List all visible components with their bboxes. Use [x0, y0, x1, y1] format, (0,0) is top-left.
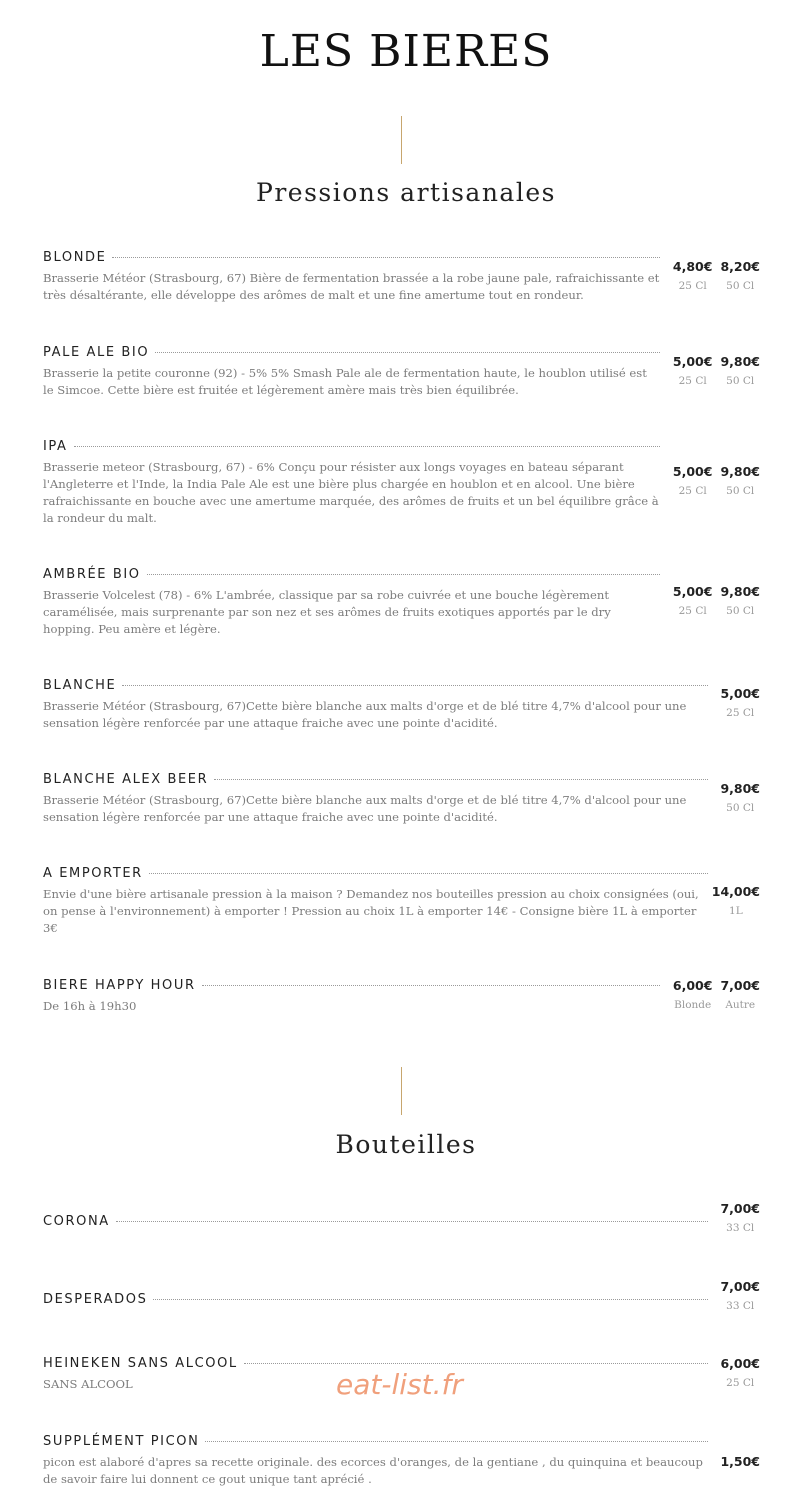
- item-description: Brasserie Volcelest (78) - 6% L'ambrée, classique par sa robe cuivrée et une bouche légèrement caramélisée, mais surprenante par son nez et ses arômes de fruits exotiques apportés par le dry hopping. Peu amère et légère.: [43, 588, 611, 636]
- price-label: 25 Cl: [678, 605, 707, 617]
- item-prices: [673, 464, 760, 497]
- item-prices: [673, 354, 760, 387]
- price-label: 25 Cl: [726, 1377, 755, 1389]
- section-title-pressions: Pressions artisanales: [256, 178, 556, 207]
- leader-dots: [116, 1221, 708, 1222]
- item-description: De 16h à 19h30: [43, 999, 137, 1013]
- price-value: 7,00€: [720, 978, 760, 993]
- item-description: SANS ALCOOL: [43, 1377, 133, 1391]
- price-label: 50 Cl: [726, 485, 755, 497]
- price-25cl: [673, 584, 713, 617]
- price-50cl: [720, 781, 760, 814]
- price-50cl: [720, 259, 760, 292]
- leader-dots: [112, 257, 660, 258]
- item-name: SUPPLÉMENT PICON: [43, 1434, 200, 1449]
- item-name: CORONA: [43, 1214, 110, 1229]
- menu-item-desperados: [43, 1292, 708, 1307]
- menu-item-supplement-picon: [43, 1434, 708, 1488]
- price-1l: [712, 884, 760, 917]
- price-label: 50 Cl: [726, 802, 755, 814]
- leader-dots: [74, 446, 660, 447]
- price-value: 8,20€: [720, 259, 760, 274]
- price-value: 14,00€: [711, 884, 760, 899]
- leader-dots: [205, 1441, 708, 1442]
- item-prices: [673, 584, 760, 617]
- menu-item-blonde: [43, 250, 660, 304]
- price-supplement: [720, 1454, 760, 1469]
- menu-item-blanche-alex-beer: [43, 772, 708, 826]
- item-description: Envie d'une bière artisanale pression à la maison ? Demandez nos bouteilles pression au choix consignées (oui, on pense à l'environnement) à emporter ! Pression au choix 1L à emporter 14€ - Consigne bière 1L à emporter 3€: [43, 887, 699, 935]
- item-prices: [720, 1279, 760, 1312]
- price-value: 7,00€: [720, 1201, 760, 1216]
- item-description: picon est alaboré d'apres sa recette originale. des ecorces d'oranges, de la gentiane , du quinquina et beaucoup de savoir faire lui donnent ce gout unique tant aprécié .: [43, 1455, 703, 1486]
- menu-item-ambree-bio: [43, 567, 660, 638]
- price-autre: [720, 978, 760, 1011]
- item-prices: [720, 686, 760, 719]
- leader-dots: [202, 985, 660, 986]
- price-25cl: [673, 259, 713, 292]
- menu-item-pale-ale-bio: [43, 345, 660, 399]
- leader-dots: [214, 779, 708, 780]
- price-label: 25 Cl: [678, 375, 707, 387]
- price-33cl: [720, 1201, 760, 1234]
- price-value: 6,00€: [720, 1356, 760, 1371]
- item-description: Brasserie Météor (Strasbourg, 67)Cette bière blanche aux malts d'orge et de blé titre 4,7% d'alcool pour une sensation légère renforcée par une attaque fraiche avec une pointe d'acidité.: [43, 699, 687, 730]
- price-value: 6,00€: [672, 978, 713, 993]
- item-prices: [673, 978, 760, 1011]
- price-value: 5,00€: [672, 584, 713, 599]
- item-name: A EMPORTER: [43, 866, 143, 881]
- section-title-bouteilles: Bouteilles: [335, 1130, 477, 1159]
- item-description: Brasserie Météor (Strasbourg, 67)Cette bière blanche aux malts d'orge et de blé titre 4,7% d'alcool pour une sensation légère renforcée par une attaque fraiche avec une pointe d'acidité.: [43, 793, 687, 824]
- price-label: Blonde: [674, 999, 712, 1011]
- menu-item-corona: [43, 1214, 708, 1229]
- menu-item-blanche: [43, 678, 708, 732]
- price-25cl: [720, 1356, 760, 1389]
- price-label: 25 Cl: [726, 707, 755, 719]
- menu-item-biere-happy-hour: [43, 978, 660, 1015]
- price-label: 1L: [729, 905, 743, 917]
- menu-item-ipa: [43, 439, 660, 527]
- price-label: Autre: [725, 999, 756, 1011]
- item-name: BLANCHE: [43, 678, 117, 693]
- section-divider: [401, 116, 402, 164]
- price-label: 25 Cl: [678, 485, 707, 497]
- price-50cl: [720, 354, 760, 387]
- item-name: IPA: [43, 439, 68, 454]
- price-value: 7,00€: [720, 1279, 760, 1294]
- price-value: 9,80€: [720, 464, 760, 479]
- leader-dots: [122, 685, 708, 686]
- price-25cl: [673, 354, 713, 387]
- price-label: 50 Cl: [726, 280, 755, 292]
- price-50cl: [720, 584, 760, 617]
- price-value: 5,00€: [672, 464, 713, 479]
- leader-dots: [153, 1299, 708, 1300]
- item-name: BLONDE: [43, 250, 107, 265]
- item-description: Brasserie meteor (Strasbourg, 67) - 6% Conçu pour résister aux longs voyages en bateau séparant l'Angleterre et l'Inde, la India Pale Ale est une bière plus chargée en houblon et en alcool. Une bière rafraichissante en bouche avec une amertume marquée, des arômes de fruits et un bel équilibre grâce à la rondeur du malt.: [43, 460, 659, 525]
- item-prices: [712, 884, 760, 917]
- price-value: 9,80€: [720, 781, 760, 796]
- price-blonde: [673, 978, 713, 1011]
- leader-dots: [147, 574, 660, 575]
- item-description: Brasserie la petite couronne (92) - 5% 5% Smash Pale ale de fermentation haute, le houblon utilisé est le Simcoe. Cette bière est fruitée et légèrement amère mais très bien équilibrée.: [43, 366, 647, 397]
- price-value: 5,00€: [720, 686, 760, 701]
- price-label: 25 Cl: [678, 280, 707, 292]
- item-name: BIERE HAPPY HOUR: [43, 978, 196, 993]
- section-divider: [401, 1067, 402, 1115]
- item-prices: [720, 781, 760, 814]
- item-prices: [720, 1454, 760, 1469]
- price-33cl: [720, 1279, 760, 1312]
- item-name: DESPERADOS: [43, 1292, 148, 1307]
- item-name: HEINEKEN SANS ALCOOL: [43, 1356, 238, 1371]
- price-25cl: [720, 686, 760, 719]
- item-name: AMBRÉE BIO: [43, 567, 141, 582]
- price-value: 1,50€: [720, 1454, 760, 1469]
- price-50cl: [720, 464, 760, 497]
- watermark-logo: eat-list.fr: [336, 1368, 463, 1401]
- price-label: 50 Cl: [726, 375, 755, 387]
- price-25cl: [673, 464, 713, 497]
- leader-dots: [149, 873, 708, 874]
- price-value: 4,80€: [672, 259, 713, 274]
- price-label: 50 Cl: [726, 605, 755, 617]
- price-value: 9,80€: [720, 584, 760, 599]
- item-description: Brasserie Météor (Strasbourg, 67) Bière de fermentation brassée a la robe jaune pale, rafraichissante et très désaltérante, elle développe des arômes de malt et une fine amertume tout en rondeur.: [43, 271, 660, 302]
- leader-dots: [155, 352, 660, 353]
- price-value: 9,80€: [720, 354, 760, 369]
- item-prices: [720, 1201, 760, 1234]
- price-value: 5,00€: [672, 354, 713, 369]
- leader-dots: [244, 1363, 708, 1364]
- page-title: LES BIERES: [259, 26, 553, 77]
- item-name: BLANCHE ALEX BEER: [43, 772, 209, 787]
- menu-item-a-emporter: [43, 866, 708, 937]
- item-prices: [673, 259, 760, 292]
- item-prices: [720, 1356, 760, 1389]
- price-label: 33 Cl: [726, 1300, 755, 1312]
- item-name: PALE ALE BIO: [43, 345, 150, 360]
- price-label: 33 Cl: [726, 1222, 755, 1234]
